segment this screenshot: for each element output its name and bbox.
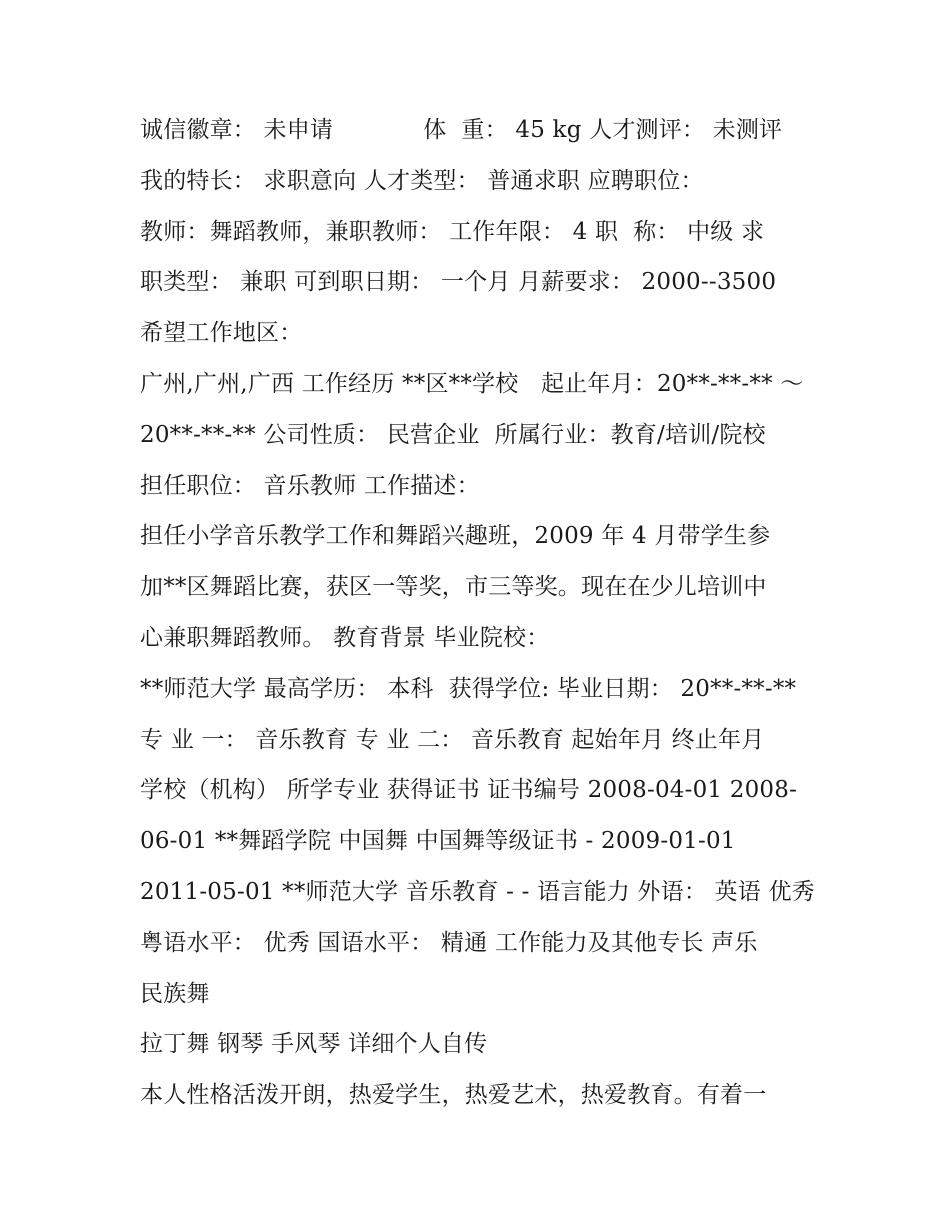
text-line: 担任职位： 音乐教师 工作描述： xyxy=(140,472,480,499)
text-line: 心兼职舞蹈教师。 教育背景 毕业院校： xyxy=(140,624,550,651)
text-line: 拉丁舞 钢琴 手风琴 详细个人自传 xyxy=(140,1031,488,1058)
text-line: 民族舞 xyxy=(140,980,210,1007)
text-line: 职类型： 兼职 可到职日期： 一个月 月薪要求： 2000--3500 xyxy=(140,269,777,296)
text-line: 诚信徽章： 未申请 体 重： 45 kg 人才测评： 未测评 xyxy=(140,117,783,143)
text-line: 教师：舞蹈教师，兼职教师： 工作年限： 4 职 称： 中级 求 xyxy=(140,218,765,245)
text-line: 广州,广州,广西 工作经历 **区**学校 起止年月：20**-**-** ～ xyxy=(140,370,804,397)
text-line: 06-01 **舞蹈学院 中国舞 中国舞等级证书 - 2009-01-01 xyxy=(140,828,736,855)
text-line: 2011-05-01 **师范大学 音乐教育 - - 语言能力 外语： 英语 优秀 xyxy=(140,878,815,905)
text-line: 学校（机构） 所学专业 获得证书 证书编号 2008-04-01 2008- xyxy=(140,777,798,804)
text-line: 加**区舞蹈比赛，获区一等奖，市三等奖。现在在少儿培训中 xyxy=(140,574,767,601)
text-line: 本人性格活泼开朗，热爱学生，热爱艺术，热爱教育。有着一 xyxy=(140,1082,767,1109)
text-line: 20**-**-** 公司性质： 民营企业 所属行业：教育/培训/院校 xyxy=(140,421,766,448)
resume-text-block xyxy=(140,108,830,1124)
text-line: 粤语水平： 优秀 国语水平： 精通 工作能力及其他专长 声乐 xyxy=(140,929,758,956)
text-line: 专 业 一： 音乐教育 专 业 二： 音乐教育 起始年月 终止年月 xyxy=(140,726,765,753)
text-line: 担任小学音乐教学工作和舞蹈兴趣班，2009 年 4 月带学生参 xyxy=(140,523,771,550)
text-line: 我的特长： 求职意向 人才类型： 普通求职 应聘职位： xyxy=(140,167,704,194)
text-line: **师范大学 最高学历： 本科 获得学位: 毕业日期： 20**-**-** xyxy=(140,675,797,702)
text-line: 希望工作地区： xyxy=(140,320,303,347)
